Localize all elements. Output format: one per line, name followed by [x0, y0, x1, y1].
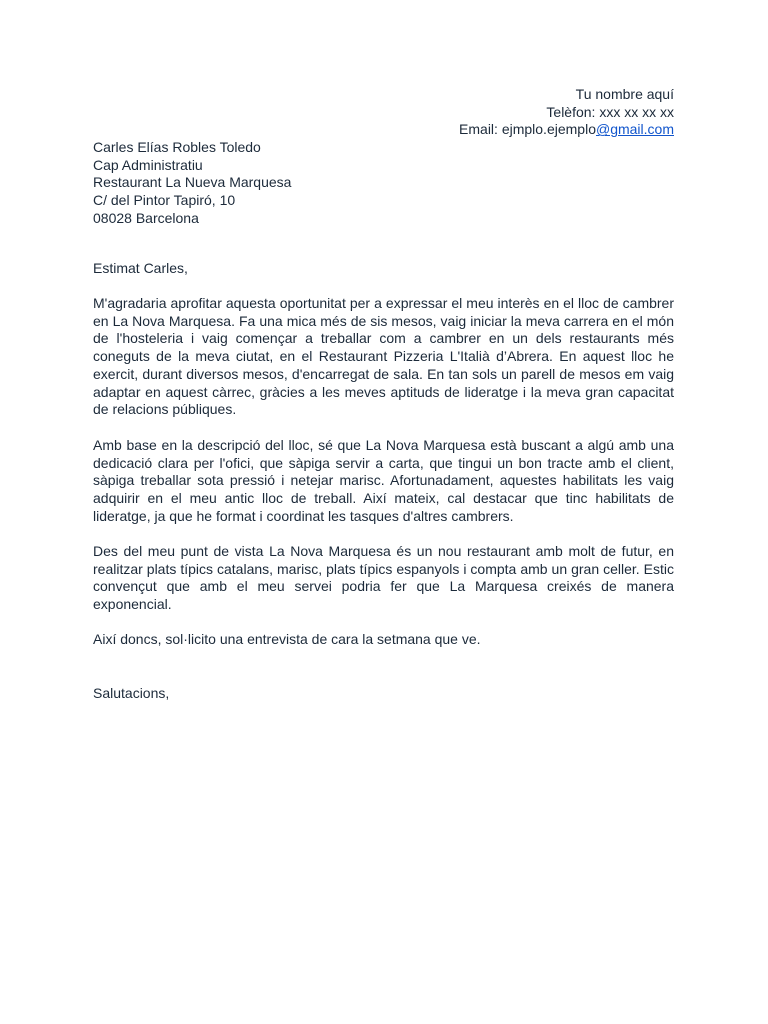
recipient-name: Carles Elías Robles Toledo — [93, 139, 261, 155]
closing: Salutacions, — [93, 685, 170, 701]
body-paragraph: M'agradaria aprofitar aquesta oportunitat per a expressar el meu interès en el lloc de cambrer en La Nova Marquesa. Fa una mica més de sis mesos, vaig iniciar la meva carrera en el món de l'hosteleria i vaig començar a treballar com a cambrer en un dels restaurants més coneguts de la meva ciutat, en el Restaurant Pizzeria L'Italià d’Abrera. En aquest lloc he exercit, durant diversos mesos, d'encarregat de sala. En tan sols un parell de mesos em vaig adaptar en aquest càrrec, gràcies a les meves aptituds de lideratge i la meva gran capacitat de relacions públiques. — [93, 295, 674, 418]
sender-phone: Telèfon: xxx xx xx xx — [546, 103, 674, 120]
recipient-company: Restaurant La Nueva Marquesa — [93, 174, 292, 191]
body-paragraph: Amb base en la descripció del lloc, sé que La Nova Marquesa està buscant a algú amb una dedicació clara per l'ofici, que sàpiga servir a carta, que tingui un bon tracte amb el client, sàpiga treballar sota pressió i netejar marisc. Afortunadament, aquestes habilitats les vaig adquirir en el meu antic lloc de treball. Així mateix, cal destacar que tinc habilitats de lideratge, ja que he format i coordinat les tasques d'altres cambrers. — [93, 437, 674, 524]
sender-email — [93, 121, 674, 139]
email-link[interactable]: @gmail.com — [595, 121, 674, 138]
sender-block — [93, 86, 674, 139]
recipient-city: 08028 Barcelona — [93, 209, 199, 226]
recipient-street: C/ del Pintor Tapiró, 10 — [93, 192, 236, 209]
recipient-title: Cap Administratiu — [93, 156, 203, 173]
body-paragraph: Així doncs, sol·licito una entrevista de cara la setmana que ve. — [93, 631, 481, 647]
recipient-block — [93, 139, 291, 228]
body-paragraph: Des del meu punt de vista La Nova Marquesa és un nou restaurant amb molt de futur, en realitzar plats típics catalans, marisc, plats típics espanyols i compta amb un gran celler. Estic convençut que amb el meu servei podria fer que La Marquesa creixés de manera exponencial. — [93, 543, 674, 613]
greeting: Estimat Carles, — [93, 260, 188, 276]
sender-name: Tu nombre aquí — [575, 86, 674, 102]
sender-email-prefix: Email: ejmplo.ejemplo — [459, 121, 596, 138]
